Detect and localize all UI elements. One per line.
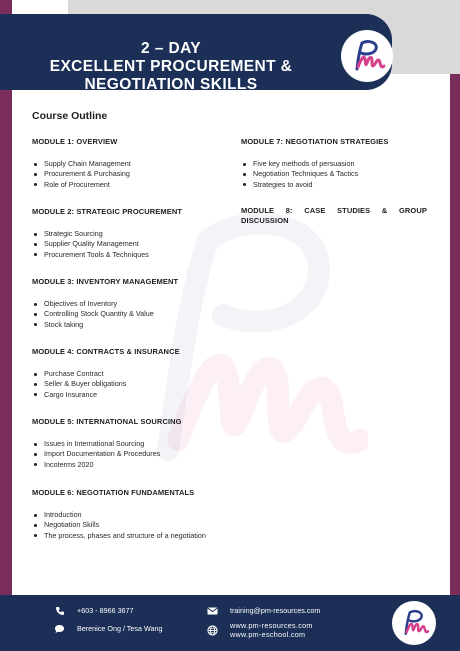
email-address: training@pm-resources.com [230,606,321,615]
website-link[interactable]: www.pm-resources.com [230,621,313,630]
course-title-line-1: 2 – DAY [141,40,201,57]
module-items [32,229,182,260]
module-items [32,510,206,541]
module-5 [32,417,182,470]
list-item: Seller & Buyer obligations [32,379,180,389]
pm-logo [341,30,393,82]
pm-logo-mark [398,609,430,637]
right-accent-bar [450,0,460,651]
list-item: Negotiation Skills [32,520,206,530]
list-item: Incoterms 2020 [32,460,182,470]
module-items [32,299,178,330]
left-accent-bar [0,0,12,651]
list-item: Cargo Insurance [32,390,180,400]
course-title [26,40,316,94]
module-8 [241,206,427,226]
module-3 [32,277,178,330]
course-title-line-3: NEGOTIATION SKILLS [84,76,258,93]
phone-icon [54,605,65,616]
phone-number: +603 - 8966 3677 [77,606,134,615]
footer-contacts [54,623,163,634]
list-item: Five key methods of persuasion [241,159,427,169]
list-item: Objectives of Inventory [32,299,178,309]
module-items [32,369,180,400]
list-item: Strategic Sourcing [32,229,182,239]
course-title-line-2: EXCELLENT PROCUREMENT & [49,58,293,75]
list-item: Issues in International Sourcing [32,439,182,449]
module-items [241,159,427,190]
contact-names: Berenice Ong / Tesa Wang [77,624,163,633]
list-item: Stock taking [32,320,178,330]
module-4 [32,347,180,400]
module-title: MODULE 8: CASE STUDIES & GROUP DISCUSSION [241,206,427,226]
website-link[interactable]: www.pm-eschool.com [230,630,306,639]
footer-websites[interactable] [207,621,313,639]
module-7 [241,137,427,190]
list-item: Procurement Tools & Techniques [32,250,182,260]
header-banner [0,14,392,93]
list-item: Import Documentation & Procedures [32,449,182,459]
list-item: Strategies to avoid [241,180,427,190]
footer-phone[interactable] [54,605,134,616]
module-title: MODULE 4: CONTRACTS & INSURANCE [32,347,180,356]
footer-email[interactable] [207,605,320,616]
list-item: Role of Procurement [32,180,131,190]
list-item: Introduction [32,510,206,520]
module-title: MODULE 3: INVENTORY MANAGEMENT [32,277,179,286]
list-item: Negotiation Techniques & Tactics [241,169,427,179]
module-title: MODULE 6: NEGOTIATION FUNDAMENTALS [32,488,195,497]
website-list [230,621,313,639]
module-title: MODULE 5: INTERNATIONAL SOURCING [32,417,182,426]
globe-icon [207,625,218,636]
course-outline-heading: Course Outline [32,110,108,122]
module-1 [32,137,131,190]
list-item: Supplier Quality Management [32,239,182,249]
chat-icon [54,623,65,634]
list-item: Purchase Contract [32,369,180,379]
module-6 [32,488,206,541]
module-items [32,439,182,470]
list-item: Controlling Stock Quantity & Value [32,309,178,319]
list-item: Supply Chain Management [32,159,131,169]
pm-logo-mark [348,39,386,73]
module-title: MODULE 2: STRATEGIC PROCUREMENT [32,207,183,216]
module-title: MODULE 7: NEGOTIATION STRATEGIES [241,137,389,146]
footer-contact-bar [0,595,460,651]
pm-logo-footer [392,601,436,645]
mail-icon [207,605,218,616]
modules-right-column [241,137,427,242]
module-2 [32,207,182,260]
list-item: The process, phases and structure of a negotiation [32,531,206,541]
list-item: Procurement & Purchasing [32,169,131,179]
module-items [32,159,131,190]
module-title: MODULE 1: OVERVIEW [32,137,118,146]
